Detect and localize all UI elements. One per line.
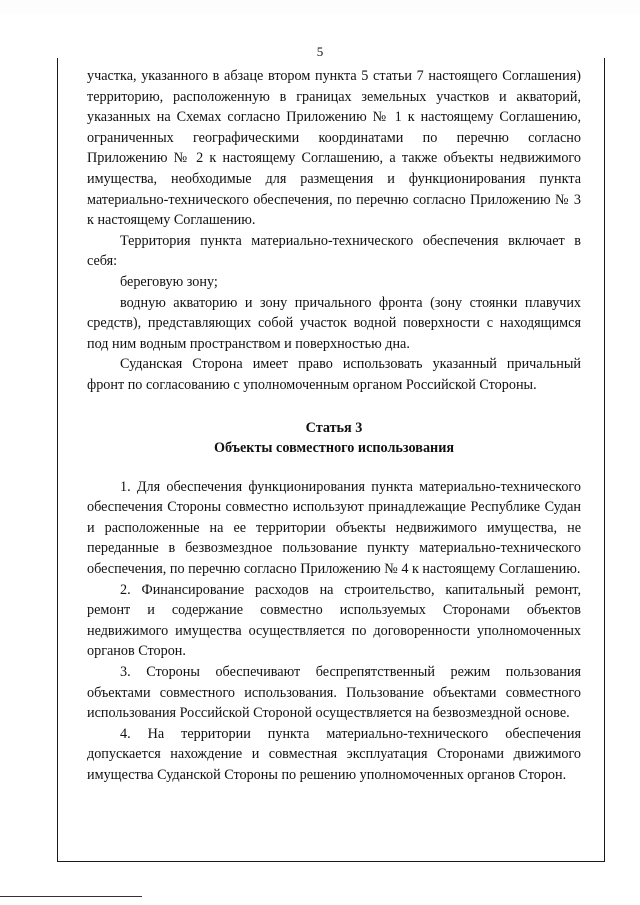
article-clause-3: 3. Стороны обеспечивают беспрепятственный режим пользования объектами совместного использования. Пользование объектами совместного использования Российской Стороной осуществляется на безвозмездной основе.	[87, 664, 581, 722]
article-title: Объекты совместного использования	[213, 440, 455, 457]
page-number-text: 5	[314, 44, 327, 59]
article-clause-1: 1. Для обеспечения функционирования пункта материально-технического обеспечения Стороны совместно используют принадлежащие Республике Судан и расположенные на ее территории объекты недвижимого имущества, не переданные в безвозмездное пользование пункту материально-технического обеспечения, по перечню согласно Приложению № 4 к настоящему Соглашению.	[87, 478, 581, 578]
paragraph-continuation: участка, указанного в абзаце втором пункта 5 статьи 7 настоящего Соглашения) территорию, расположенную в границах земельных участков и акваторий, указанных на Схемах согласно Приложению № 1 к настоящему Соглашению, ограниченных географическими координатами по перечню согласно Приложению № 2 к настоящему Соглашению, а также объекты недвижимого имущества, необходимые для размещения и функционирования пункта материально-технического обеспечения, по перечню согласно Приложению № 3 к настоящему Соглашению.	[87, 68, 581, 229]
document-body	[87, 66, 581, 786]
article-clause-2: 2. Финансирование расходов на строительство, капитальный ремонт, ремонт и содержание совместно используемых Сторонами объектов недвижимого имущества осуществляется по договоренности уполномоченных органов Сторон.	[87, 581, 581, 660]
paragraph-water-area: водную акваторию и зону причального фронта (зону стоянки плавучих средств), представляющих собой участок водной поверхности с находящимся под ним водным пространством и поверхностью дна.	[87, 294, 581, 352]
scan-edge	[0, 0, 640, 14]
paragraph-sudan-right: Суданская Сторона имеет право использовать указанный причальный фронт по согласованию с уполномоченным органом Российской Стороны.	[87, 356, 581, 393]
article-number: Статья 3	[305, 419, 363, 436]
paragraph-coastal-zone: береговую зону;	[120, 273, 218, 290]
spacer	[87, 396, 581, 418]
article-clause-4: 4. На территории пункта материально-технического обеспечения допускается нахождение и совместная эксплуатация Сторонами движимого имущества Суданской Стороны по решению уполномоченных органов Сторон.	[87, 725, 581, 783]
paragraph-territory: Территория пункта материально-технического обеспечения включает в себя:	[87, 232, 581, 270]
page-number	[0, 45, 640, 58]
spacer	[87, 459, 581, 477]
footer-rule	[0, 896, 142, 897]
